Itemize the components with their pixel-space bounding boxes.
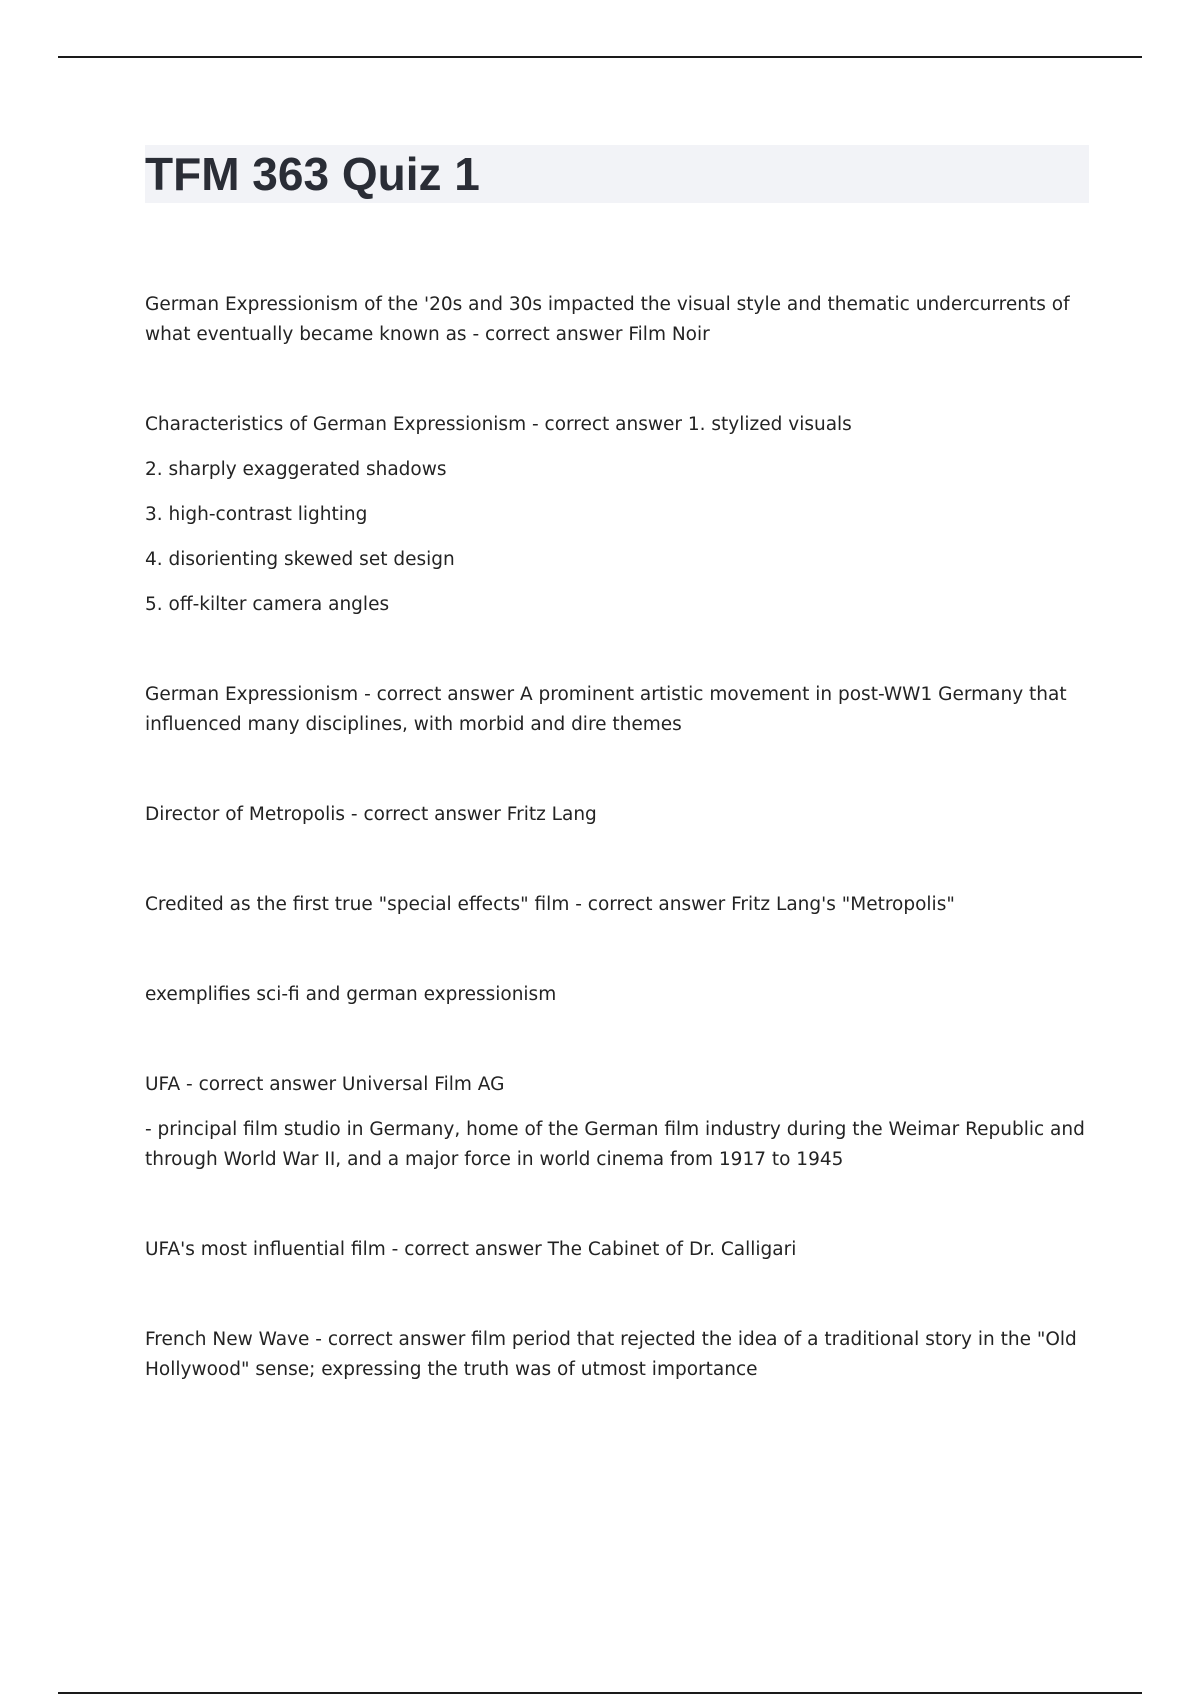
paragraph-ufa: UFA - correct answer Universal Film AG bbox=[145, 1074, 505, 1095]
list-item-set-design: 4. disorienting skewed set design bbox=[145, 549, 455, 570]
paragraph-special-effects: Credited as the first true "special effects" film - correct answer Fritz Lang's "Metropolis" bbox=[145, 894, 955, 915]
paragraph-director-metropolis: Director of Metropolis - correct answer Fritz Lang bbox=[145, 804, 597, 825]
list-item-lighting: 3. high-contrast lighting bbox=[145, 504, 368, 525]
paragraph-french-new-wave: French New Wave - correct answer film period that rejected the idea of a traditional story in the "Old Hollywood" sense; expressing the truth was of utmost importance bbox=[145, 1329, 1077, 1380]
paragraph-film-noir: German Expressionism of the '20s and 30s impacted the visual style and thematic undercurrents of what eventually became known as - correct answer Film Noir bbox=[145, 294, 1070, 345]
list-item-camera-angles: 5. off-kilter camera angles bbox=[145, 594, 390, 615]
paragraph-characteristics: Characteristics of German Expressionism - correct answer 1. stylized visuals bbox=[145, 414, 852, 435]
paragraph-german-expressionism: German Expressionism - correct answer A prominent artistic movement in post-WW1 Germany that influenced many disciplines, with morbid and dire themes bbox=[145, 684, 1067, 735]
paragraph-ufa-film: UFA's most influential film - correct answer The Cabinet of Dr. Calligari bbox=[145, 1239, 797, 1260]
bottom-rule bbox=[58, 1692, 1142, 1694]
document-body bbox=[145, 290, 1095, 1385]
list-item-shadows: 2. sharply exaggerated shadows bbox=[145, 459, 447, 480]
top-rule bbox=[58, 56, 1142, 58]
page-title: TFM 363 Quiz 1 bbox=[145, 148, 480, 200]
paragraph-ufa-description: - principal film studio in Germany, home of the German film industry during the Weimar Republic and through World War II, and a major force in world cinema from 1917 to 1945 bbox=[145, 1119, 1085, 1170]
paragraph-sci-fi: exemplifies sci-fi and german expressionism bbox=[145, 984, 557, 1005]
